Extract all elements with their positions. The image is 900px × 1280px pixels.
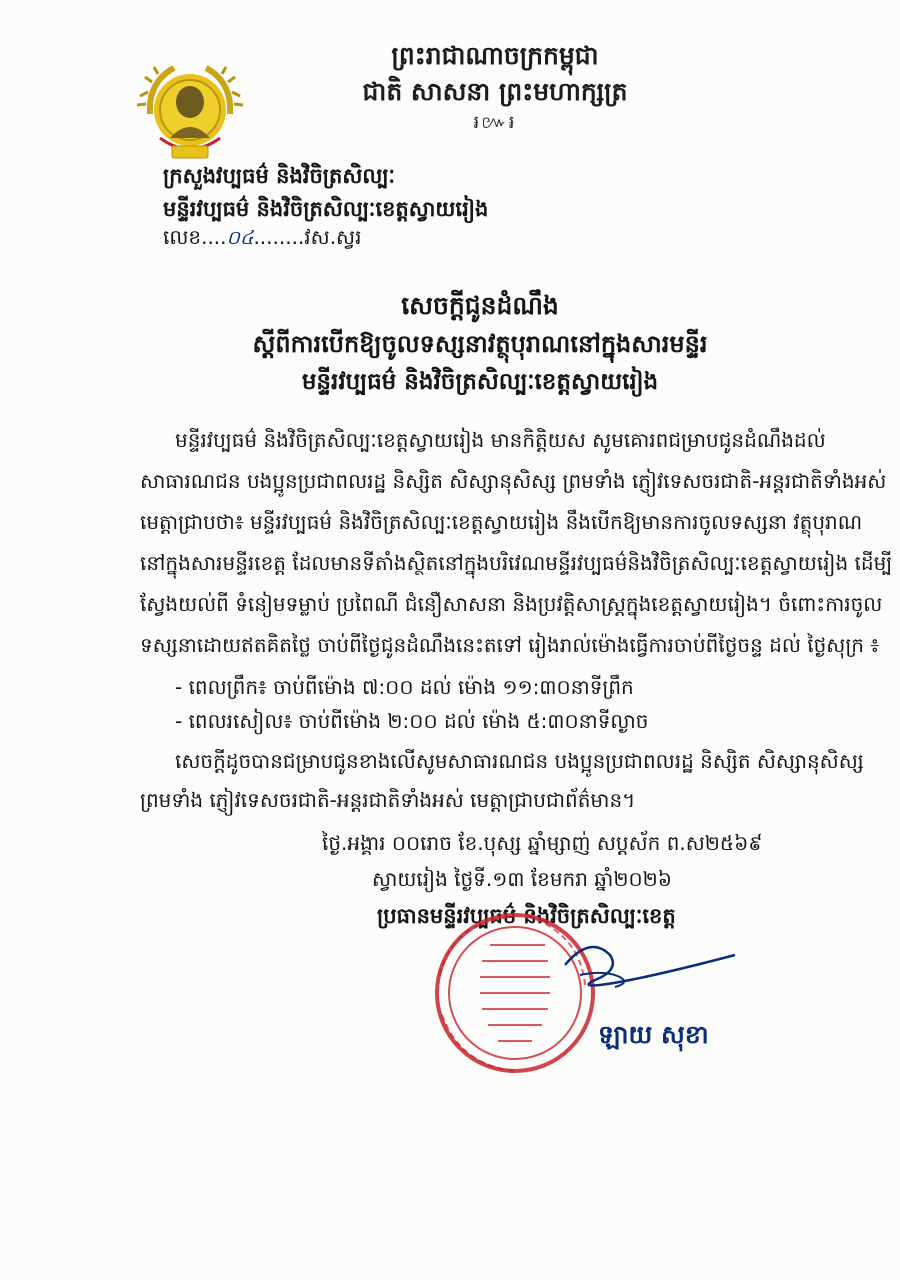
signer-position: ប្រធានមន្ទីរវប្បធម៌ និងវិចិត្រសិល្បៈខេត្ត — [377, 904, 676, 928]
solar-date: ស្វាយរៀង ថ្ងៃទី.១៣ ខែមករា ឆ្នាំ២០២៦ — [372, 867, 672, 891]
closing-line: សេចក្តីដូចបានជម្រាបជូនខាងលើសូមសាធារណជន បងប្អូនប្រជាពលរដ្ឋ និស្សិត សិស្សានុសិស្ស — [175, 749, 864, 773]
paragraph-line: ទស្សនាដោយឥតគិតថ្លៃ ចាប់ពីថ្ងៃជូនដំណឹងនេះតទៅ រៀងរាល់ម៉ោងធ្វើការចាប់ពីថ្ងៃចន្ទ ដល់ ថ្ងៃសុក្រ ៖ — [140, 633, 880, 657]
paragraph-line: នៅក្នុងសារមន្ទីរខេត្ត ដែលមានទីតាំងស្ថិតនៅក្នុងបរិវេណមន្ទីរវប្បធម៌និងវិចិត្រសិល្បៈខេត្តស្វាយរៀង ដើម្បី — [140, 551, 893, 575]
national-motto: ជាតិ សាសនា ព្រះមហាក្សត្រ — [362, 77, 628, 106]
paragraph-line: ស្វែងយល់ពី ទំនៀមទម្លាប់ ប្រពៃណី ជំនឿសាសនា និងប្រវត្តិសាស្ត្រក្នុងខេត្តស្វាយរៀង។ ចំពោះការចូល — [140, 592, 883, 616]
title-line-2: ស្តីពីការបើកឱ្យចូលទស្សនាវត្ថុបុរាណនៅក្នុងសារមន្ទីរ — [252, 330, 708, 358]
closing-line: ព្រមទាំង ភ្ញៀវទេសចរជាតិ-អន្តរជាតិទាំងអស់ មេត្តាជ្រាបជាព័ត៌មាន។ — [140, 788, 636, 812]
ref-number: ០៤ — [226, 227, 254, 249]
kingdom-header — [330, 38, 660, 136]
reference-number: លេខ....០៤........វស.ស្វរ — [163, 225, 362, 249]
morning-hours: - ពេលព្រឹក៖ ចាប់ពីម៉ោង ៧:០០ ដល់ ម៉ោង ១១:៣០នាទីព្រឹក — [175, 675, 634, 699]
issuing-authority — [163, 160, 683, 226]
paragraph-line: សាធារណជន បងប្អូនប្រជាពលរដ្ឋ និស្សិត សិស្សានុសិស្ស ព្រមទាំង ភ្ញៀវទេសចរជាតិ-អន្តរជាតិទាំងអស់ — [140, 469, 887, 493]
document-title — [180, 287, 780, 401]
opening-hours — [140, 670, 790, 738]
lunar-date: ថ្ងៃ.អង្គារ ០០រោច ខែ.បុស្ស ឆ្នាំម្សាញ់ សប្តស័ក ព.ស២៥៦៩ — [322, 831, 763, 855]
title-line-1: សេចក្តីជូនដំណឹង — [401, 291, 559, 320]
ornament-divider: ៛៚៛ — [473, 112, 517, 133]
announcement-body — [140, 420, 893, 820]
signer-name: ឡាយ សុខា — [598, 1020, 709, 1049]
ref-prefix: លេខ — [163, 225, 202, 249]
kingdom-title: ព្រះរាជាណាចក្រកម្ពុជា — [391, 41, 599, 70]
paragraph-line: មេត្តាជ្រាបថា៖ មន្ទីរវប្បធម៌ និងវិចិត្រសិល្បៈខេត្តស្វាយរៀង នឹងបើកឱ្យមានការចូលទស្សនា វត្ថុបុរាណ — [140, 510, 863, 534]
ministry-logo — [130, 52, 250, 172]
closing-paragraph — [140, 742, 864, 820]
ref-suffix: វស.ស្វរ — [304, 225, 362, 249]
department-name: មន្ទីរវប្បធម៌ និងវិចិត្រសិល្បៈខេត្តស្វាយរៀង — [163, 197, 489, 221]
afternoon-hours: - ពេលរសៀល៖ ចាប់ពីម៉ោង ២:០០ ដល់ ម៉ោង ៥:៣០នាទីល្ងាច — [175, 709, 649, 733]
title-line-3: មន្ទីរវប្បធម៌ និងវិចិត្រសិល្បៈខេត្តស្វាយរៀង — [301, 369, 659, 395]
paragraph-line: មន្ទីរវប្បធម៌ និងវិចិត្រសិល្បៈខេត្តស្វាយរៀង មានកិត្តិយស សូមគោរពជម្រាបជូនដំណឹងដល់ — [175, 428, 826, 452]
ministry-name: ក្រសួងវប្បធម៌ និងវិចិត្រសិល្បៈ — [163, 164, 396, 188]
signature — [560, 925, 740, 1005]
